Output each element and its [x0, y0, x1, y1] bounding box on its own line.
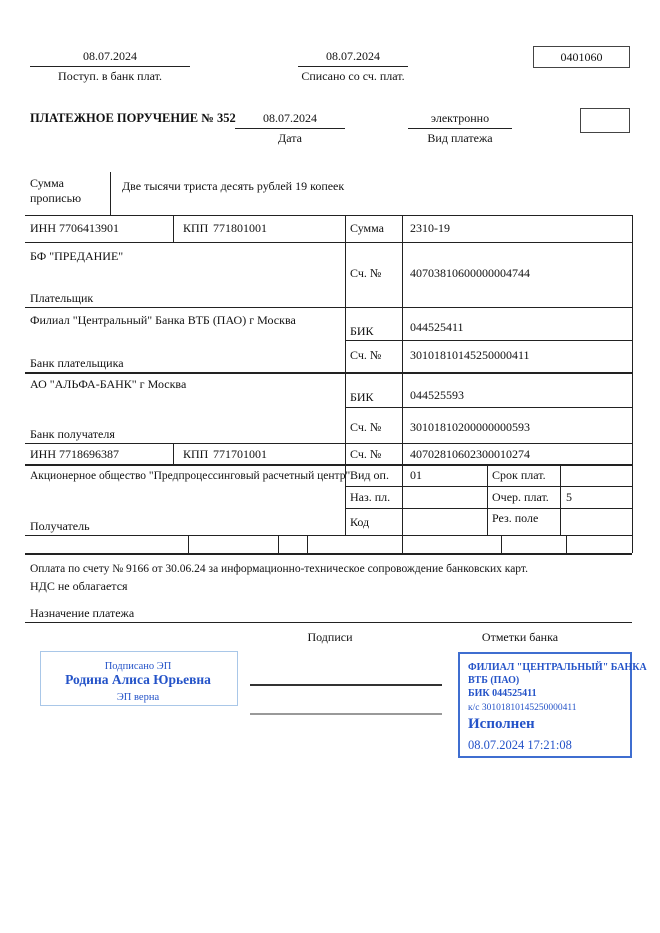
debited-date-line	[298, 66, 408, 67]
table-line	[345, 407, 632, 408]
payer-label: Плательщик	[30, 291, 94, 305]
beneficiary-kpp-label: КПП	[183, 447, 209, 461]
op-type-value: 01	[410, 468, 422, 482]
payment-kind-label: Вид платежа	[427, 131, 493, 145]
priority-label: Очер. плат.	[492, 490, 549, 504]
table-line	[25, 464, 632, 466]
bank-stamp-status: Исполнен	[468, 716, 535, 732]
bank-stamp-line4: к/с 30101810145250000411	[468, 703, 577, 713]
bank-stamp	[458, 652, 647, 758]
doc-date-label: Дата	[278, 131, 302, 145]
table-vline	[402, 215, 403, 535]
payer-bank-account-label: Сч. №	[350, 348, 382, 362]
table-vline	[632, 215, 633, 553]
form-code-box	[533, 46, 630, 68]
debited-date: 08.07.2024	[326, 49, 380, 63]
signature-line-1	[250, 684, 442, 686]
received-date-line	[30, 66, 190, 67]
payer-bank-name: Филиал "Центральный" Банка ВТБ (ПАО) г Москва	[30, 313, 296, 327]
table-vline	[487, 464, 488, 535]
table-line	[345, 486, 632, 487]
received-date-label: Поступ. в банк плат.	[58, 69, 162, 83]
signatures-header: Подписи	[307, 630, 353, 644]
amount-words-divider	[110, 172, 111, 215]
status-field-box	[580, 108, 630, 133]
received-date: 08.07.2024	[83, 49, 137, 63]
amount-words-label: Сумма прописью	[30, 176, 82, 205]
strip-vline	[278, 535, 279, 553]
bank-stamp-line3: БИК 044525411	[468, 688, 537, 699]
table-line	[25, 553, 632, 555]
doc-date-line	[235, 128, 345, 129]
payer-bank-label: Банк плательщика	[30, 356, 124, 370]
payer-kpp: 771801001	[213, 221, 267, 235]
table-line	[345, 508, 632, 509]
code-label: Код	[350, 515, 370, 529]
bank-marks-header: Отметки банка	[481, 630, 559, 644]
purpose-label: Назначение платежа	[30, 606, 135, 620]
payment-kind-line	[408, 128, 512, 129]
table-line	[25, 242, 632, 243]
payer-name: БФ "ПРЕДАНИЕ"	[30, 249, 124, 263]
sum-value: 2310-19	[410, 221, 450, 235]
payer-bank-account: 30101810145250000411	[410, 348, 530, 362]
amount-words-value: Две тысячи триста десять рублей 19 копеек	[122, 179, 345, 193]
beneficiary-name: Акционерное общество "Предпроцессинговый расчетный центр"	[30, 470, 351, 482]
signature-stamp	[40, 651, 238, 706]
strip-vline	[188, 535, 189, 553]
beneficiary-account-label: Сч. №	[350, 447, 382, 461]
purpose-line	[25, 622, 632, 623]
table-line	[25, 443, 632, 444]
beneficiary-bank-name: АО "АЛЬФА-БАНК" г Москва	[30, 377, 187, 391]
beneficiary-label: Получатель	[30, 519, 90, 533]
table-vline	[173, 215, 174, 242]
sum-label: Сумма	[350, 221, 384, 235]
table-line	[345, 340, 632, 341]
table-line	[25, 215, 632, 216]
due-label: Срок плат.	[492, 468, 546, 482]
op-type-label: Вид оп.	[350, 468, 389, 482]
payer-kpp-label: КПП	[183, 221, 209, 235]
beneficiary-bank-label: Банк получателя	[30, 427, 115, 441]
purpose-line2: НДС не облагается	[30, 579, 128, 593]
strip-vline	[566, 535, 567, 553]
beneficiary-bank-bik: 044525593	[410, 388, 464, 402]
naz-label: Наз. пл.	[350, 490, 391, 504]
payer-bank-bik-label: БИК	[350, 324, 374, 338]
payer-bank-bik: 044525411	[410, 320, 464, 334]
table-vline	[345, 215, 346, 535]
signature-stamp-line1: Подписано ЭП	[104, 661, 172, 672]
payer-account-label: Сч. №	[350, 266, 382, 280]
beneficiary-account: 40702810602300010274	[410, 447, 530, 461]
signature-stamp-name: Родина Алиса Юрьевна	[65, 672, 211, 687]
res-field-label: Рез. поле	[492, 511, 539, 525]
strip-vline	[402, 535, 403, 553]
beneficiary-bank-bik-label: БИК	[350, 390, 374, 404]
table-line	[25, 535, 632, 536]
doc-date: 08.07.2024	[263, 111, 317, 125]
doc-title: ПЛАТЕЖНОЕ ПОРУЧЕНИЕ № 352	[30, 111, 236, 125]
strip-vline	[501, 535, 502, 553]
payment-kind: электронно	[430, 111, 490, 125]
beneficiary-bank-account: 30101810200000000593	[410, 420, 530, 434]
payer-account: 40703810600000004744	[410, 266, 530, 280]
strip-vline	[307, 535, 308, 553]
purpose-line1: Оплата по счету № 9166 от 30.06.24 за информационно-техническое сопровождение банковских карт.	[30, 563, 528, 575]
signature-line-2	[250, 713, 442, 715]
table-line	[25, 372, 632, 374]
bank-stamp-datetime: 08.07.2024 17:21:08	[468, 738, 572, 752]
signature-stamp-line3: ЭП верна	[116, 692, 160, 703]
bank-stamp-line2: ВТБ (ПАО)	[468, 675, 520, 686]
table-vline	[173, 443, 174, 464]
table-vline	[560, 464, 561, 535]
bank-stamp-line1: ФИЛИАЛ "ЦЕНТРАЛЬНЫЙ" БАНКА	[468, 662, 647, 673]
beneficiary-bank-account-label: Сч. №	[350, 420, 382, 434]
table-line	[25, 307, 632, 308]
priority-value: 5	[566, 490, 572, 504]
beneficiary-kpp: 771701001	[213, 447, 267, 461]
debited-date-label: Списано со сч. плат.	[301, 69, 405, 83]
payer-inn: ИНН 7706413901	[30, 221, 119, 235]
form-code: 0401060	[560, 50, 603, 64]
beneficiary-inn: ИНН 7718696387	[30, 447, 119, 461]
